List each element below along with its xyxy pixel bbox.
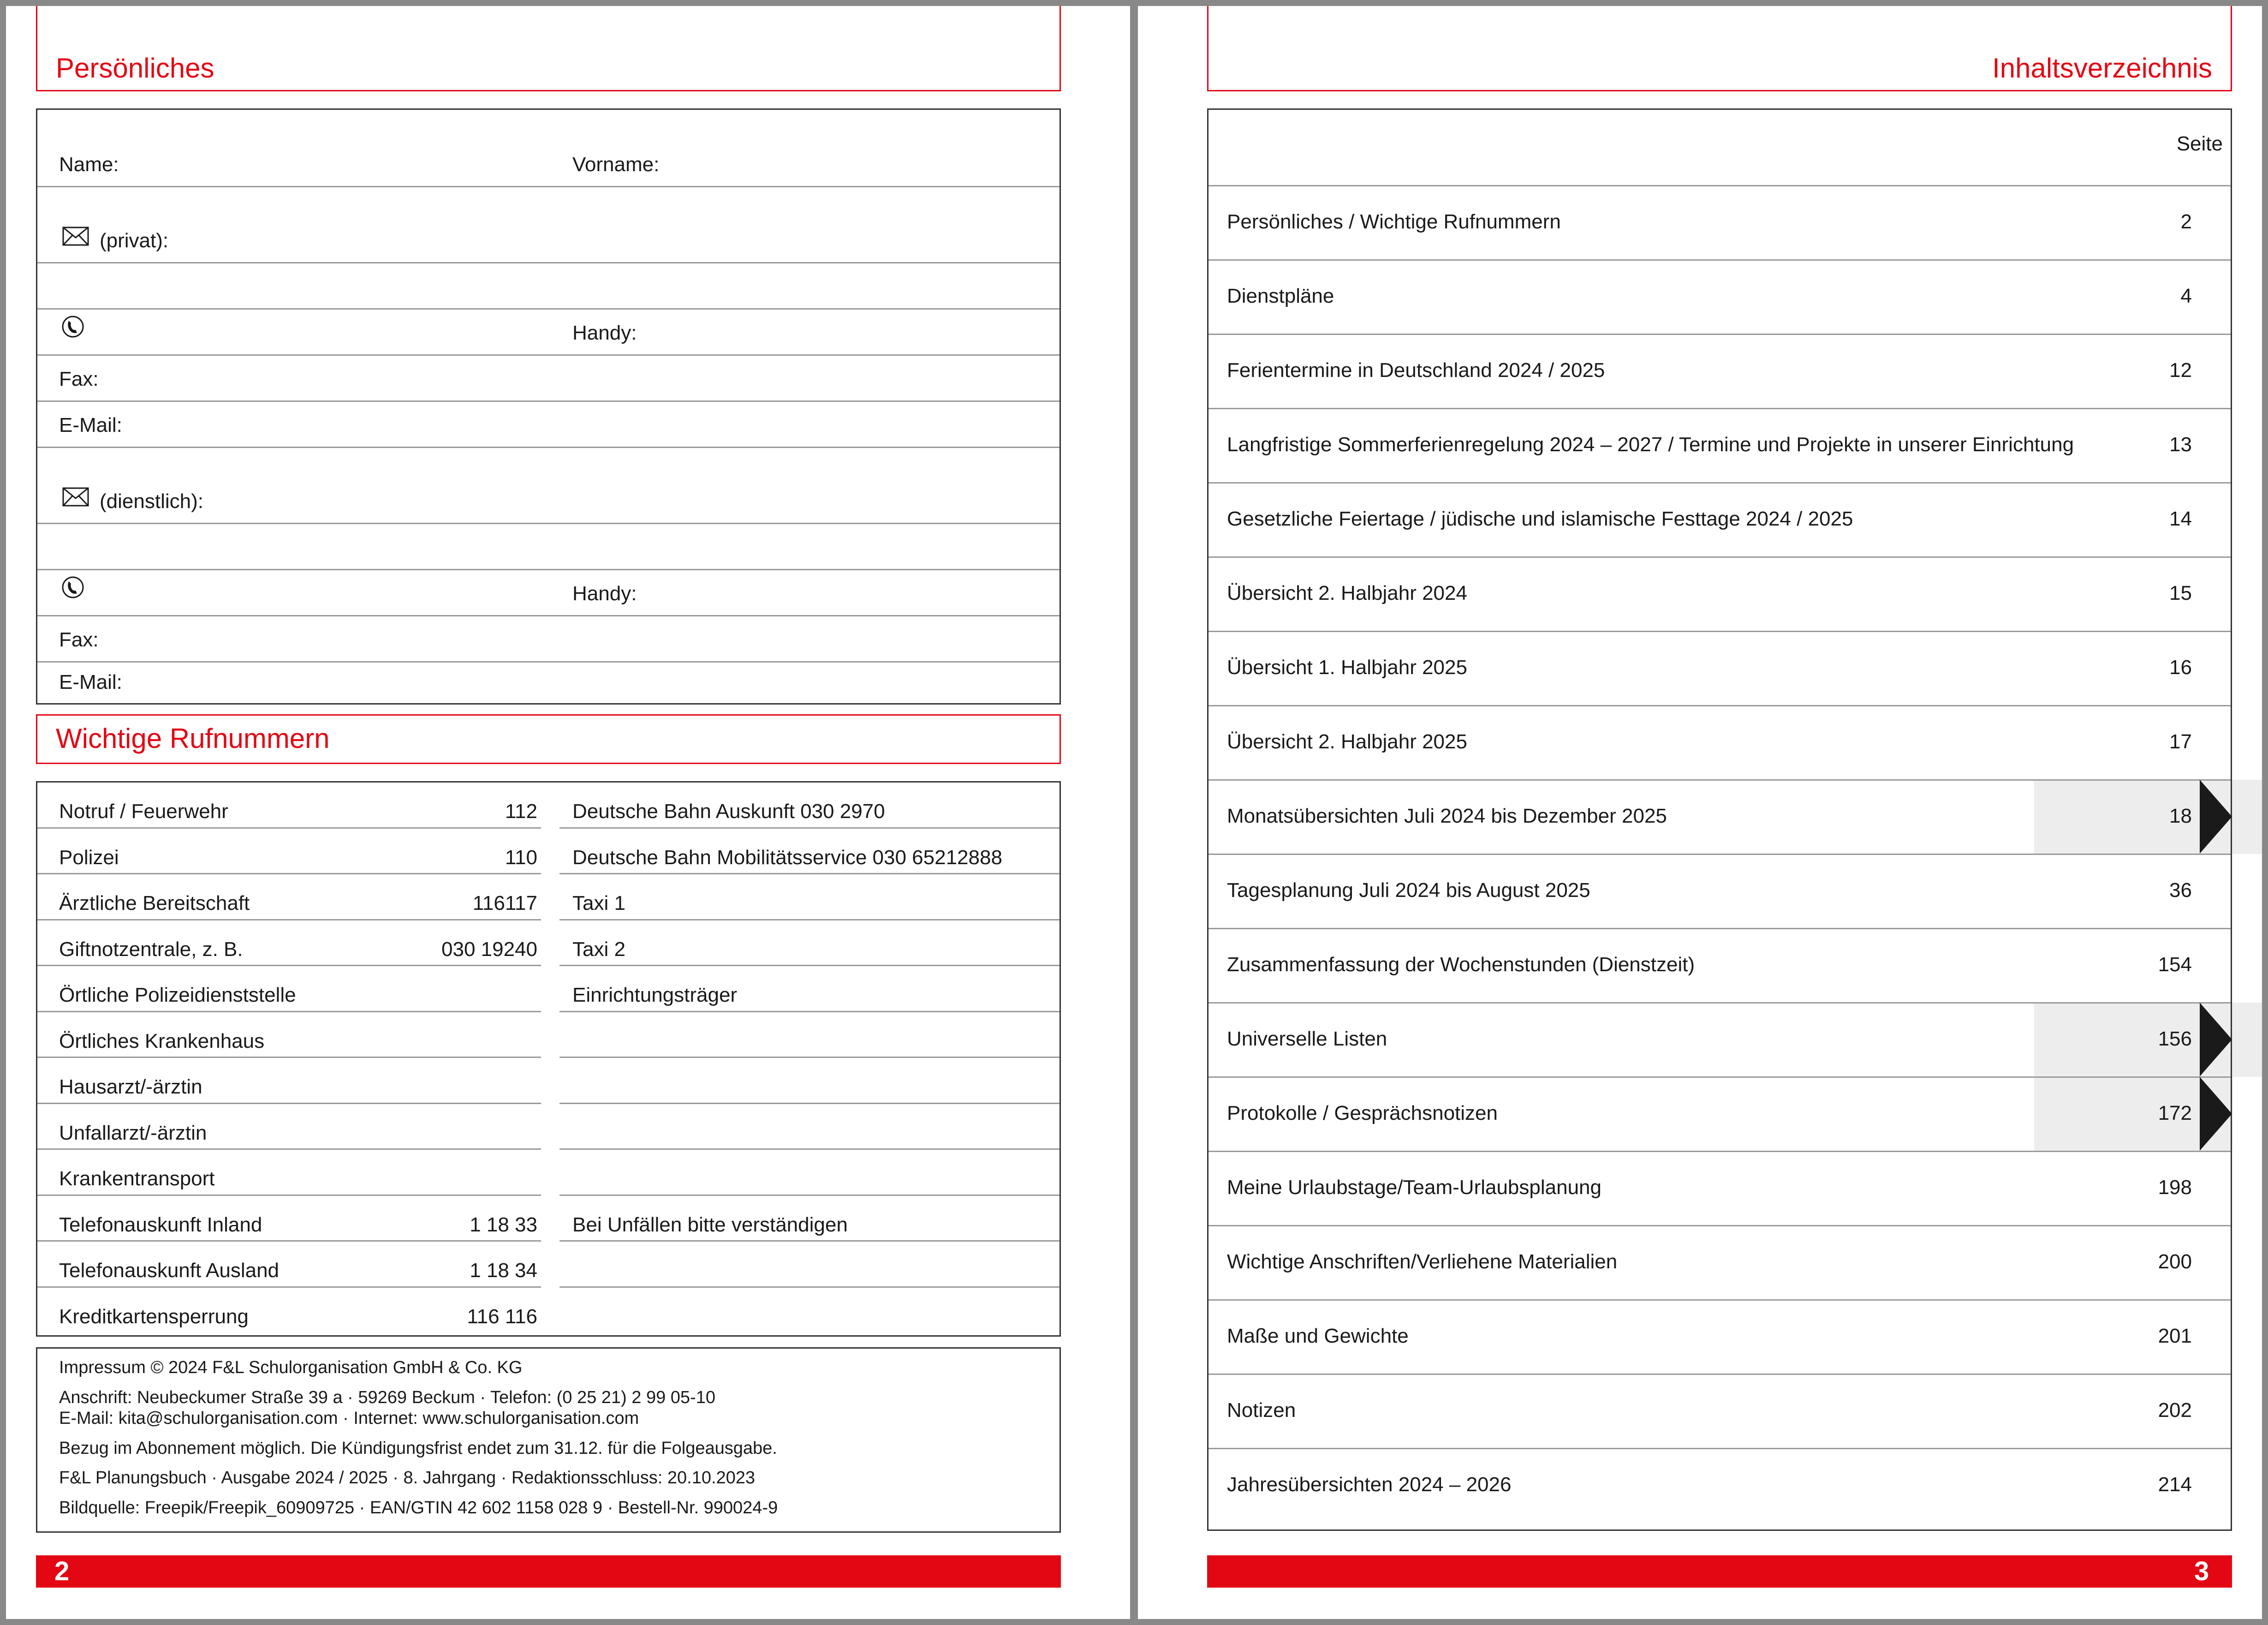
row-rule xyxy=(37,1011,541,1012)
toc-entry-label: Langfristige Sommerferienregelung 2024 – 2027 / Termine und Projekte in unserer Einrichtung xyxy=(1227,433,2074,456)
imprint-line: Anschrift: Neubeckumer Straße 39 a · 59269 Beckum · Telefon: (0 25 21) 2 99 05-10 xyxy=(59,1388,715,1407)
toc-entry-page: 200 xyxy=(2158,1250,2192,1273)
toc-entry-label: Wichtige Anschriften/Verliehene Materialien xyxy=(1227,1250,1618,1273)
imprint-line: Bildquelle: Freepik/Freepik_60909725 · EAN/GTIN 42 602 1158 028 9 · Bestell-Nr. 990024-9 xyxy=(59,1498,778,1517)
row-rule xyxy=(560,1011,1060,1012)
toc-entry-page: 36 xyxy=(2169,879,2192,902)
row-rule xyxy=(560,1286,1060,1288)
toc-rule xyxy=(1208,1225,2231,1226)
row-rule xyxy=(560,965,1060,966)
email-label-2: E-Mail: xyxy=(59,671,122,693)
phone-icon xyxy=(61,315,84,338)
imprint-line: Bezug im Abonnement möglich. Die Kündigungsfrist endet zum 31.12. für die Folgeausgabe. xyxy=(59,1439,777,1458)
handy-label-2: Handy: xyxy=(572,582,637,605)
tab-marker-icon xyxy=(2200,780,2232,854)
toc-entry-label: Zusammenfassung der Wochenstunden (Dienstzeit) xyxy=(1227,953,1695,976)
toc-rule xyxy=(1208,408,2231,409)
phone-right-label: Einrichtungsträger xyxy=(572,984,738,1006)
phone-label: Krankentransport xyxy=(59,1167,215,1190)
tab-marker-icon xyxy=(2200,1003,2232,1076)
row-rule xyxy=(37,1286,541,1288)
row-rule xyxy=(37,1240,541,1242)
phone-label: Ärztliche Bereitschaft xyxy=(59,892,250,914)
row-rule xyxy=(37,919,541,920)
toc-header-box xyxy=(1207,6,2232,91)
toc-entry-page: 16 xyxy=(2169,656,2192,679)
tab-marker-icon xyxy=(2200,1077,2232,1151)
toc-entry-label: Protokolle / Gesprächsnotizen xyxy=(1227,1102,1498,1124)
toc-rule xyxy=(1208,482,2231,484)
footer-bar xyxy=(36,1555,1061,1588)
privat-label: (privat): xyxy=(100,229,169,252)
toc-entry-page: 198 xyxy=(2158,1176,2192,1199)
toc-page-header: Seite xyxy=(2176,132,2223,155)
toc-entry-page: 18 xyxy=(2169,805,2192,827)
phone-label: Kreditkartensperrung xyxy=(59,1305,249,1328)
row-rule xyxy=(560,1103,1060,1104)
row-rule xyxy=(560,1148,1060,1150)
fax-label-2: Fax: xyxy=(59,628,99,651)
row-rule xyxy=(560,873,1060,874)
toc-entry-page: 13 xyxy=(2169,433,2192,456)
toc-entry-page: 156 xyxy=(2158,1028,2192,1050)
phone-right-label: Taxi 2 xyxy=(572,938,625,961)
toc-rule xyxy=(1208,1076,2231,1078)
toc-rule xyxy=(1208,705,2231,706)
toc-rule xyxy=(1208,334,2231,335)
vorname-label: Vorname: xyxy=(572,153,660,176)
toc-entry-label: Ferientermine in Deutschland 2024 / 2025 xyxy=(1227,359,1605,382)
toc-entry-page: 202 xyxy=(2158,1399,2192,1422)
phone-label: Telefonauskunft Inland xyxy=(59,1213,262,1236)
imprint-line: F&L Planungsbuch · Ausgabe 2024 / 2025 · 8. Jahrgang · Redaktionsschluss: 20.10.2023 xyxy=(59,1468,756,1488)
row-rule xyxy=(37,1195,541,1196)
fax-label-1: Fax: xyxy=(59,368,99,390)
phone-icon xyxy=(61,576,84,599)
page-number: 3 xyxy=(2194,1556,2209,1586)
phones-title: Wichtige Rufnummern xyxy=(56,723,330,754)
toc-entry-page: 154 xyxy=(2158,953,2192,976)
toc-rule xyxy=(1208,185,2231,186)
toc-entry-label: Übersicht 2. Halbjahr 2025 xyxy=(1227,730,1467,753)
toc-rule xyxy=(1208,1448,2231,1449)
row-rule xyxy=(560,827,1060,829)
personal-header-box xyxy=(36,6,1061,91)
toc-entry-page: 2 xyxy=(2180,210,2192,233)
row-rule xyxy=(560,1057,1060,1058)
phone-number: 030 19240 xyxy=(441,938,537,961)
row-rule xyxy=(37,827,541,829)
toc-entry-label: Jahresübersichten 2024 – 2026 xyxy=(1227,1473,1512,1496)
toc-entry-label: Universelle Listen xyxy=(1227,1028,1387,1050)
email-label-1: E-Mail: xyxy=(59,414,122,436)
toc-rule xyxy=(1208,1374,2231,1375)
toc-rule xyxy=(1208,1002,2231,1004)
footer-bar xyxy=(1207,1555,2232,1588)
toc-rule xyxy=(1208,259,2231,261)
toc-rule xyxy=(1208,631,2231,632)
phone-label: Notruf / Feuerwehr xyxy=(59,800,228,823)
toc-entry-label: Meine Urlaubstage/Team-Urlaubsplanung xyxy=(1227,1176,1602,1199)
personal-form-box xyxy=(36,108,1061,705)
name-label: Name: xyxy=(59,153,119,176)
toc-rule xyxy=(1208,1151,2231,1152)
phone-number: 116 116 xyxy=(467,1305,537,1328)
toc-entry-label: Maße und Gewichte xyxy=(1227,1325,1409,1347)
phone-right-label: Deutsche Bahn Mobilitätsservice 030 65212888 xyxy=(572,846,1002,869)
toc-entry-label: Übersicht 2. Halbjahr 2024 xyxy=(1227,582,1467,604)
row-rule xyxy=(37,965,541,966)
phone-label: Örtliche Polizeidienststelle xyxy=(59,984,296,1006)
row-rule xyxy=(37,873,541,874)
toc-entry-label: Monatsübersichten Juli 2024 bis Dezember 2025 xyxy=(1227,805,1667,827)
row-rule xyxy=(560,1240,1060,1242)
toc-entry-label: Persönliches / Wichtige Rufnummern xyxy=(1227,210,1561,233)
toc-entry-page: 172 xyxy=(2158,1102,2192,1124)
phone-label: Unfallarzt/-ärztin xyxy=(59,1121,207,1144)
toc-entry-page: 201 xyxy=(2158,1325,2192,1347)
toc-rule xyxy=(1208,928,2231,929)
row-rule xyxy=(560,919,1060,920)
toc-entry-label: Tagesplanung Juli 2024 bis August 2025 xyxy=(1227,879,1590,902)
envelope-icon xyxy=(62,487,89,507)
left-page xyxy=(6,6,1130,1619)
phone-number: 112 xyxy=(505,800,537,823)
toc-rule xyxy=(1208,556,2231,558)
toc-entry-label: Gesetzliche Feiertage / jüdische und islamische Festtage 2024 / 2025 xyxy=(1227,508,1853,530)
phone-label: Giftnotzentrale, z. B. xyxy=(59,938,243,961)
phone-label: Örtliches Krankenhaus xyxy=(59,1029,265,1052)
phone-right-label: Bei Unfällen bitte verständigen xyxy=(572,1213,848,1236)
row-rule xyxy=(560,1195,1060,1196)
dienstlich-label: (dienstlich): xyxy=(100,490,203,513)
handy-label-1: Handy: xyxy=(572,322,637,344)
envelope-icon xyxy=(62,227,89,246)
phone-right-label: Deutsche Bahn Auskunft 030 2970 xyxy=(572,800,885,823)
imprint-line: Impressum © 2024 F&L Schulorganisation GmbH & Co. KG xyxy=(59,1358,523,1377)
phone-number: 116117 xyxy=(472,892,537,914)
row-rule xyxy=(37,1057,541,1058)
personal-title: Persönliches xyxy=(56,53,214,84)
toc-rule xyxy=(1208,779,2231,781)
imprint-line: E-Mail: kita@schulorganisation.com · Internet: www.schulorganisation.com xyxy=(59,1409,639,1428)
toc-rule xyxy=(1208,1299,2231,1301)
toc-entry-page: 17 xyxy=(2169,730,2192,753)
toc-entry-page: 4 xyxy=(2180,285,2192,307)
toc-entry-label: Übersicht 1. Halbjahr 2025 xyxy=(1227,656,1467,679)
toc-entry-label: Notizen xyxy=(1227,1399,1296,1422)
toc-title: Inhaltsverzeichnis xyxy=(1992,53,2212,84)
phone-label: Polizei xyxy=(59,846,119,869)
toc-entry-page: 214 xyxy=(2158,1473,2192,1496)
page-number: 2 xyxy=(54,1556,70,1586)
phone-label: Telefonauskunft Ausland xyxy=(59,1259,280,1282)
phone-label: Hausarzt/-ärztin xyxy=(59,1075,202,1098)
row-rule xyxy=(37,1148,541,1150)
toc-entry-page: 14 xyxy=(2169,508,2192,530)
toc-rule xyxy=(1208,854,2231,855)
phone-number: 1 18 33 xyxy=(470,1213,537,1236)
toc-entry-label: Dienstpläne xyxy=(1227,285,1334,307)
toc-entry-page: 15 xyxy=(2169,582,2192,604)
right-page xyxy=(1138,6,2262,1619)
phone-number: 110 xyxy=(505,846,537,869)
phone-number: 1 18 34 xyxy=(470,1259,537,1282)
phones-header-box xyxy=(36,714,1061,764)
row-rule xyxy=(37,1103,541,1104)
toc-entry-page: 12 xyxy=(2169,359,2192,382)
phone-right-label: Taxi 1 xyxy=(572,892,625,914)
